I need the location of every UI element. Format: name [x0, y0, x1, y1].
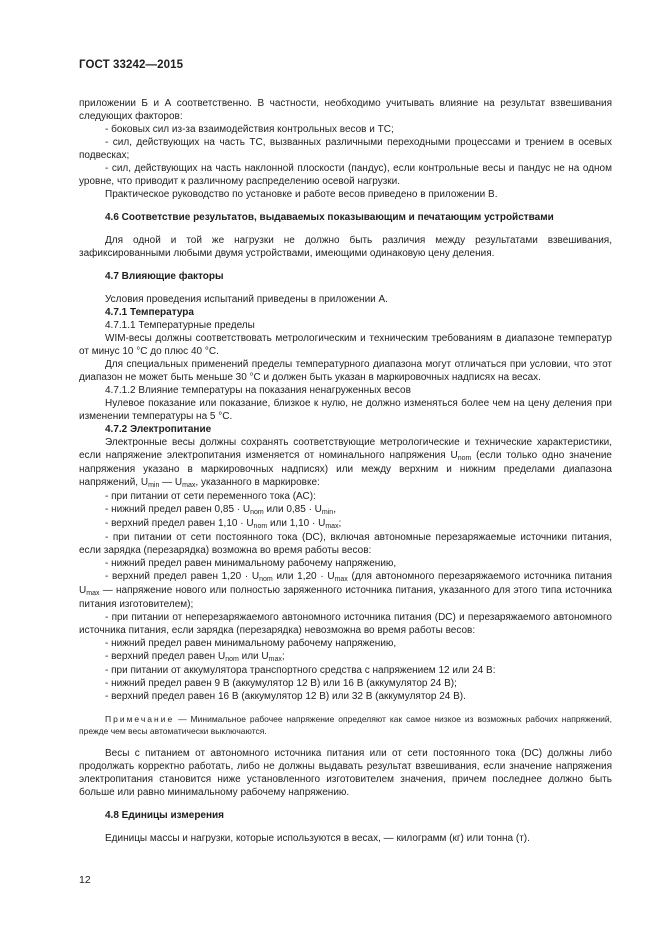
text-run: - нижний предел равен 0,85 · U: [105, 504, 251, 515]
list-item: - при питании от неперезаряжаемого автономного источника питания (DC) и перезаряжаемого автономного источника питания, если зарядка (перезарядка) невозможна во время работы весов:: [79, 612, 612, 636]
text-run: (если только одно значение напряжения указано в маркировочных надписях) или между верхним и нижним пределами диапазона напряжений, U: [79, 450, 612, 488]
paragraph: [79, 436, 612, 490]
list-item: - сил, действующих на часть ТС, вызванных различными переходными процессами и трением в осевых подвесках;: [79, 137, 612, 161]
page-number: 12: [79, 874, 91, 886]
subscript: nom: [253, 523, 268, 530]
paragraph: Единицы массы и нагрузки, которые используются в весах, — килограмм (кг) или тонна (т).: [105, 833, 530, 844]
section-heading-4-7: 4.7 Влияющие факторы: [105, 271, 224, 282]
text-run: ;: [338, 518, 342, 529]
list-item: [79, 650, 612, 664]
text-run: - верхний предел равен 1,20 · U: [105, 571, 260, 582]
list-item: [79, 503, 612, 517]
text-run: или 0,85 · U: [263, 504, 322, 515]
text-run: или 1,20 · U: [272, 571, 335, 582]
list-item: - сил, действующих на часть наклонной плоскости (пандус), если контрольные весы и пандус не на одном уровне, что приводит к различному распределению осевой нагрузки.: [79, 163, 612, 187]
list-item: - при питании от сети постоянного тока (DC), включая автономные перезаряжаемые источники питания, если зарядка (перезарядка) возможна во время работы весов:: [79, 532, 612, 556]
list-item: - нижний предел равен минимальному рабочему напряжению,: [105, 558, 397, 569]
subsection-title: 4.7.1.1 Температурные пределы: [105, 320, 255, 331]
subscript: max: [182, 482, 196, 489]
list-item: - нижний предел равен минимальному рабочему напряжению,: [105, 638, 397, 649]
section-heading-4-7-1: 4.7.1 Температура: [105, 307, 194, 318]
list-item: - верхний предел равен 16 В (аккумулятор 12 В) или 32 В (аккумулятор 24 В).: [105, 691, 466, 702]
section-heading-4-8: 4.8 Единицы измерения: [105, 810, 225, 821]
text-run: ;: [281, 651, 285, 662]
text-run: — U: [159, 477, 183, 488]
list-item: - при питании от аккумулятора транспортного средства с напряжением 12 или 24 В:: [105, 665, 496, 676]
text-run: или 1,10 · U: [267, 518, 326, 529]
note-text: — Минимальное рабочее напряжение определяют как самое низкое из возможных рабочих напряжений, прежде чем весы автоматически выключаются.: [79, 714, 612, 736]
subscript: nom: [259, 576, 273, 583]
paragraph: Практическое руководство по установке и работе весов приведено в приложении В.: [105, 189, 498, 200]
paragraph: WIM-весы должны соответствовать метрологическим и техническим требованиям в диапазоне температур от минус 10 °С до плюс 40 °С.: [79, 333, 612, 357]
section-heading-4-6: 4.6 Соответствие результатов, выдаваемых показывающим и печатающим устройствами: [105, 212, 554, 223]
text-run: - верхний предел равен U: [105, 651, 226, 662]
paragraph: Условия проведения испытаний приведены в приложении А.: [105, 294, 388, 305]
list-item: - при питании от сети переменного тока (АС):: [105, 491, 316, 502]
list-item: - боковых сил из-за взаимодействия контрольных весов и ТС;: [105, 124, 394, 135]
subscript: max: [325, 523, 339, 530]
text-run: , указанного в маркировке:: [195, 477, 320, 488]
text-run: ,: [333, 504, 336, 515]
document-header: ГОСТ 33242—2015: [79, 59, 184, 71]
text-run: или U: [238, 651, 269, 662]
subscript: min: [148, 482, 160, 489]
subscript: max: [334, 576, 348, 583]
text-run: — напряжение нового или полностью заряженного источника питания, указанного для этого типа источника питания изготовителем);: [79, 585, 612, 610]
paragraph: Весы с питанием от автономного источника питания или от сети постоянного тока (DC) должны либо продолжать корректно работать, либо не должны выдавать результат взвешивания, если значение напряжения электропитания становится ниже установленного изготовителем значения, причем последнее должно быть больше или равно минимальному рабочему напряжению.: [79, 748, 612, 798]
paragraph: Нулевое показание или показание, близкое к нулю, не должно изменяться более чем на цену деления при изменении температуры на 5 °С.: [79, 398, 612, 422]
note-label: Примечание: [105, 714, 175, 724]
paragraph: Для одной и той же нагрузки не должно быть различия между результатами взвешивания, зафиксированными любыми двумя устройствами, имеющими одинаковую цену деления.: [79, 235, 612, 259]
subscript: min: [321, 509, 334, 516]
section-heading-4-7-2: 4.7.2 Электропитание: [105, 424, 212, 435]
subscript: nom: [250, 509, 264, 516]
page-body: [79, 97, 612, 845]
subsection-title: 4.7.1.2 Влияние температуры на показания ненагруженных весов: [105, 385, 411, 396]
subscript: max: [86, 590, 100, 597]
text-run: (для автономного перезаряжаемого источника питания U: [79, 571, 613, 596]
list-item: [79, 570, 612, 611]
text-run: Электронные весы должны сохранять соответствующие метрологические и технические характеристики, если напряжение электропитания изменяется от номинального напряжения U: [79, 437, 612, 461]
paragraph: приложении Б и А соответственно. В частности, необходимо учитывать влияние на результат взвешивания следующих факторов:: [79, 98, 612, 122]
list-item: - нижний предел равен 9 В (аккумулятор 12 В) или 16 В (аккумулятор 24 В);: [105, 678, 457, 689]
paragraph: Для специальных применений пределы температурного диапазона могут отличаться при условии, что этот диапазон не может быть меньше 30 °С и должен быть указан в маркировочных надписях на весах.: [79, 359, 612, 383]
subscript: nom: [225, 656, 239, 663]
note: [79, 713, 612, 737]
text-run: - верхний предел равен 1,10 · U: [105, 518, 254, 529]
list-item: [79, 517, 612, 531]
subscript: max: [268, 656, 282, 663]
subscript: nom: [457, 455, 472, 462]
